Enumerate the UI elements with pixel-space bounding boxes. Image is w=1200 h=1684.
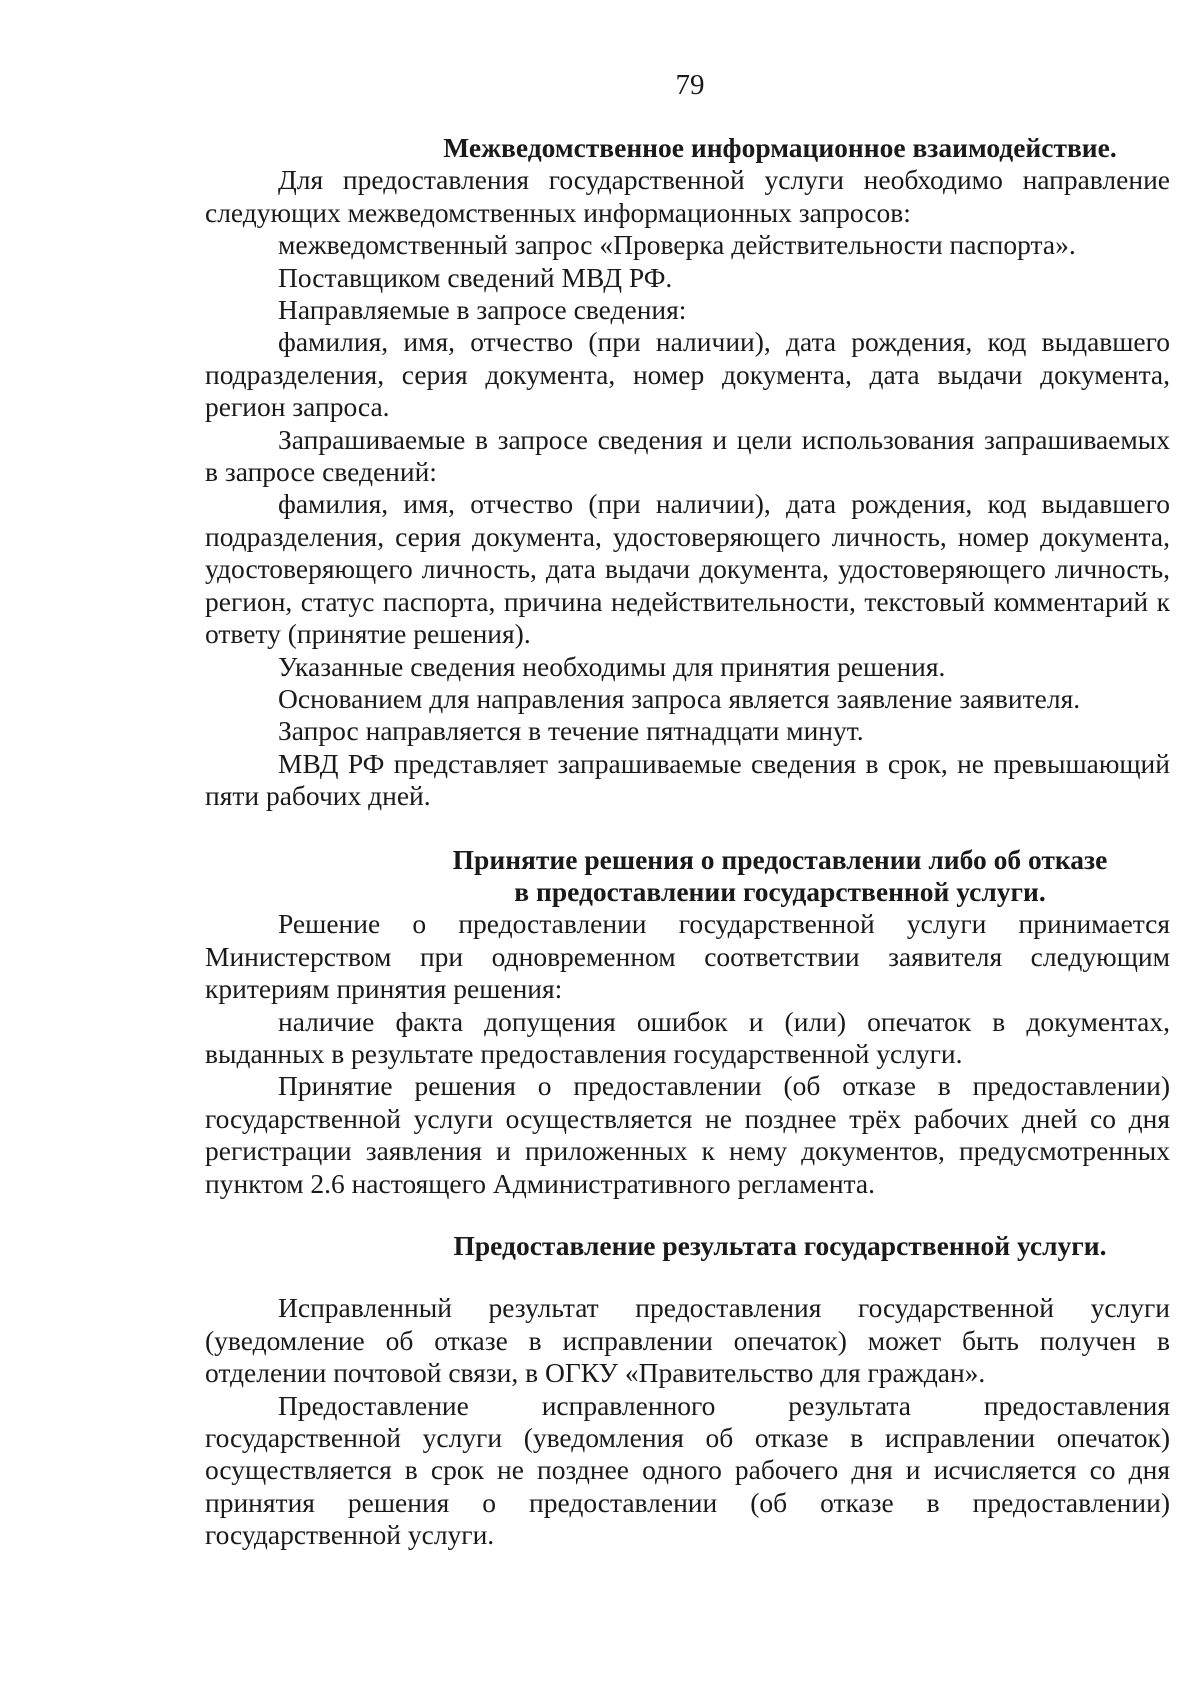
paragraph: Запрашиваемые в запросе сведения и цели использования запрашиваемых в запросе сведений: xyxy=(205,423,1170,488)
section-spacer xyxy=(205,813,1170,844)
paragraph: фамилия, имя, отчество (при наличии), дата рождения, код выдавшего подразделения, серия документа, номер документа, дата выдачи документа, регион запроса. xyxy=(205,326,1170,423)
paragraph: МВД РФ представляет запрашиваемые сведения в срок, не превышающий пяти рабочих дней. xyxy=(205,747,1170,812)
section-heading: Межведомственное информационное взаимодействие. xyxy=(443,132,1117,163)
paragraph: Предоставление исправленного результата предоставления государственной услуги (уведомления об отказе в исправлении опечаток) осуществляется в срок не позднее одного рабочего дня и исчисляется со дня принятия решения о предоставлении (об отказе в предоставлении) государственной услуги. xyxy=(205,1389,1170,1551)
section-heading: Предоставление результата государственной услуги. xyxy=(453,1230,1107,1261)
section-heading-line-1: Принятие решения о предоставлении либо об отказе xyxy=(452,843,1108,875)
page-number: 79 xyxy=(675,69,705,101)
paragraph: Принятие решения о предоставлении (об отказе в предоставлении) государственной услуги осуществляется не позднее трёх рабочих дней со дня регистрации заявления и приложенных к нему документов, предусмотренных пунктом 2.6 настоящего Административного регламента. xyxy=(205,1070,1170,1199)
paragraph: Направляемые в запросе сведения: xyxy=(278,294,687,326)
section-interagency-interaction xyxy=(205,132,1170,813)
paragraph: Исправленный результат предоставления государственной услуги (уведомление об отказе в исправлении опечаток) может быть получен в отделении почтовой связи, в ОГКУ «Правительство для граждан». xyxy=(205,1292,1170,1389)
section-decision xyxy=(205,844,1170,1200)
paragraph: фамилия, имя, отчество (при наличии), дата рождения, код выдавшего подразделения, серия документа, удостоверяющего личность, номер документа, удостоверяющего личность, дата выдачи документа, удостоверяющего личность, регион, статус паспорта, причина недействительности, текстовый комментарий к ответу (принятие решения). xyxy=(205,488,1170,650)
section-spacer xyxy=(205,1200,1170,1230)
section-result-delivery xyxy=(205,1230,1170,1552)
paragraph: наличие факта допущения ошибок и (или) опечаток в документах, выданных в результате предоставления государственной услуги. xyxy=(205,1005,1170,1069)
paragraph: Решение о предоставлении государственной услуги принимается Министерством при одновременном соответствии заявителя следующим критериям принятия решения: xyxy=(205,908,1170,1005)
paragraph: Основанием для направления запроса является заявление заявителя. xyxy=(278,682,1081,714)
paragraph: Запрос направляется в течение пятнадцати минут. xyxy=(278,715,864,747)
paragraph: Поставщиком сведений МВД РФ. xyxy=(278,261,673,293)
heading-spacer xyxy=(205,1262,1170,1292)
document-body xyxy=(205,132,1170,1552)
section-heading-line-2: в предоставлении государственной услуги. xyxy=(514,875,1046,907)
paragraph: Для предоставления государственной услуги необходимо направление следующих межведомственных информационных запросов: xyxy=(205,164,1170,228)
paragraph: межведомственный запрос «Проверка действительности паспорта». xyxy=(278,229,1076,261)
paragraph: Указанные сведения необходимы для принятия решения. xyxy=(278,650,946,682)
